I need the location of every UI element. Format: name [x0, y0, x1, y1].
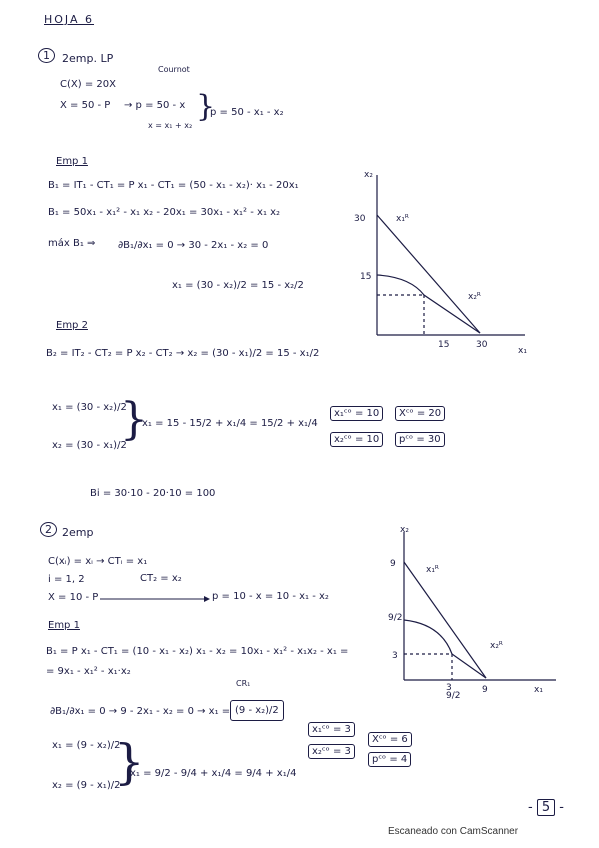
graph2-tick-y9: 9: [390, 559, 396, 569]
section1-brace: }: [196, 89, 216, 124]
section2-cost: C(xᵢ) = xᵢ → CTᵢ = x₁: [48, 556, 148, 567]
section2-system-eq2: x₂ = (9 - x₁)/2: [52, 780, 121, 791]
section2-i: i = 1, 2: [48, 574, 85, 585]
section2-emp1-derivative: ∂B₁/∂x₁ = 0 → 9 - 2x₁ - x₂ = 0 → x₁ =: [50, 706, 231, 717]
section1-emp1-line2: B₁ = 50x₁ - x₁² - x₁ x₂ - 20x₁ = 30x₁ - x₁² - x₁ x₂: [48, 207, 281, 218]
section1-system-sub: x₁ = 15 - 15/2 + x₁/4 = 15/2 + x₁/4: [142, 418, 318, 429]
graph1-curve-x2r: [377, 275, 480, 333]
section1-sum: x = x₁ + x₂: [148, 121, 193, 130]
section1-arrow-p: → p = 50 - x: [124, 100, 186, 111]
section1-result-xtot: Xᶜᵒ = 20: [395, 406, 445, 421]
page-number: - 5 -: [528, 800, 564, 815]
section2-reaction-graph: [386, 520, 566, 700]
section1-number: 1: [38, 50, 55, 62]
section1-emp1-derivative: ∂B₁/∂x₁ = 0 → 30 - 2x₁ - x₂ = 0: [118, 240, 269, 251]
section1-p-result: p = 50 - x₁ - x₂: [210, 107, 284, 118]
graph2-tick-y3: 3: [392, 651, 398, 661]
graph1-tick-x30: 30: [476, 340, 488, 350]
section2-system-eq1: x₁ = (9 - x₂)/2: [52, 740, 121, 751]
section1-demand: X = 50 - P: [60, 100, 111, 111]
section1-profit: Bi = 30·10 - 20·10 = 100: [90, 488, 216, 499]
graph2-curve1-label: x₁ᴿ: [426, 565, 439, 575]
section2-result-x1: x₁ᶜᵒ = 3: [308, 722, 355, 737]
section1-system-eq1: x₁ = (30 - x₂)/2: [52, 402, 127, 413]
graph2-tick-x9: 9: [482, 685, 488, 695]
section2-emp1-result: (9 - x₂)/2: [230, 700, 284, 721]
section1-cournot: Cournot: [158, 65, 190, 74]
section2-result-price: pᶜᵒ = 4: [368, 752, 411, 767]
section2-arrow-line: [100, 595, 210, 603]
section1-system-brace: }: [120, 394, 148, 445]
graph1-curve2-label: x₂ᴿ: [468, 292, 481, 302]
section1-result-price: pᶜᵒ = 30: [395, 432, 445, 447]
section1-emp1-result: x₁ = (30 - x₂)/2 = 15 - x₂/2: [172, 280, 304, 291]
graph2-curve2-label: x₂ᴿ: [490, 641, 503, 651]
graph2-y-label: x₂: [400, 525, 409, 535]
section2-emp1-title: Emp 1: [48, 620, 80, 631]
section1-heading: 2emp. LP: [62, 52, 114, 65]
graph1-line-x1r: [377, 215, 480, 333]
section1-emp2-title: Emp 2: [56, 320, 88, 331]
section2-emp1-cr-label: CR₁: [236, 679, 251, 688]
graph2-tick-x92: 9/2: [446, 691, 461, 700]
section2-emp1-line2: = 9x₁ - x₁² - x₁·x₂: [46, 666, 131, 677]
section1-emp1-max: máx B₁ ⇒: [48, 238, 96, 249]
graph2-curve-x2r: [404, 620, 486, 678]
section2-system-brace: }: [114, 734, 145, 790]
page-title: HOJA 6: [44, 13, 95, 26]
graph2-tick-y92: 9/2: [388, 613, 403, 623]
graph1-tick-y15: 15: [360, 272, 372, 282]
section1-result-x2: x₂ᶜᵒ = 10: [330, 432, 383, 447]
graph1-x-label: x₁: [518, 346, 527, 356]
scanner-footer: Escaneado con CamScanner: [388, 826, 519, 837]
graph1-curve1-label: x₁ᴿ: [396, 214, 409, 224]
graph2-x-label: x₁: [534, 685, 543, 695]
section1-cost: C(X) = 20X: [60, 79, 116, 90]
graph2-tick-x3: 3: [446, 683, 452, 693]
section2-demand: X = 10 - P: [48, 592, 99, 603]
section1-system-eq2: x₂ = (30 - x₁)/2: [52, 440, 127, 451]
section2-emp1-line1: B₁ = P x₁ - CT₁ = (10 - x₁ - x₂) x₁ - x₂ = 10x₁ - x₁² - x₁x₂ - x₁ =: [46, 646, 349, 657]
graph1-y-label: x₂: [364, 170, 373, 180]
section1-emp2-line1: B₂ = IT₂ - CT₂ = P x₂ - CT₂ → x₂ = (30 - x₁)/2 = 15 - x₁/2: [46, 348, 320, 359]
section1-reaction-graph: [350, 165, 530, 365]
section2-result-x2: x₂ᶜᵒ = 3: [308, 744, 355, 759]
section2-result-xtot: Xᶜᵒ = 6: [368, 732, 412, 747]
graph2-line-x1r: [404, 562, 486, 678]
section2-heading: 2emp: [62, 526, 94, 539]
section1-emp1-line1: B₁ = IT₁ - CT₁ = P x₁ - CT₁ = (50 - x₁ - x₂)· x₁ - 20x₁: [48, 180, 299, 191]
section2-p-result: p = 10 - x = 10 - x₁ - x₂: [212, 591, 329, 602]
graph1-tick-y30: 30: [354, 214, 366, 224]
section1-result-x1: x₁ᶜᵒ = 10: [330, 406, 383, 421]
graph1-tick-x15: 15: [438, 340, 450, 350]
section2-ct2: CT₂ = x₂: [140, 573, 182, 584]
section1-emp1-title: Emp 1: [56, 156, 88, 167]
section2-system-sub: x₁ = 9/2 - 9/4 + x₁/4 = 9/4 + x₁/4: [130, 768, 297, 779]
section2-number: 2: [40, 524, 57, 536]
